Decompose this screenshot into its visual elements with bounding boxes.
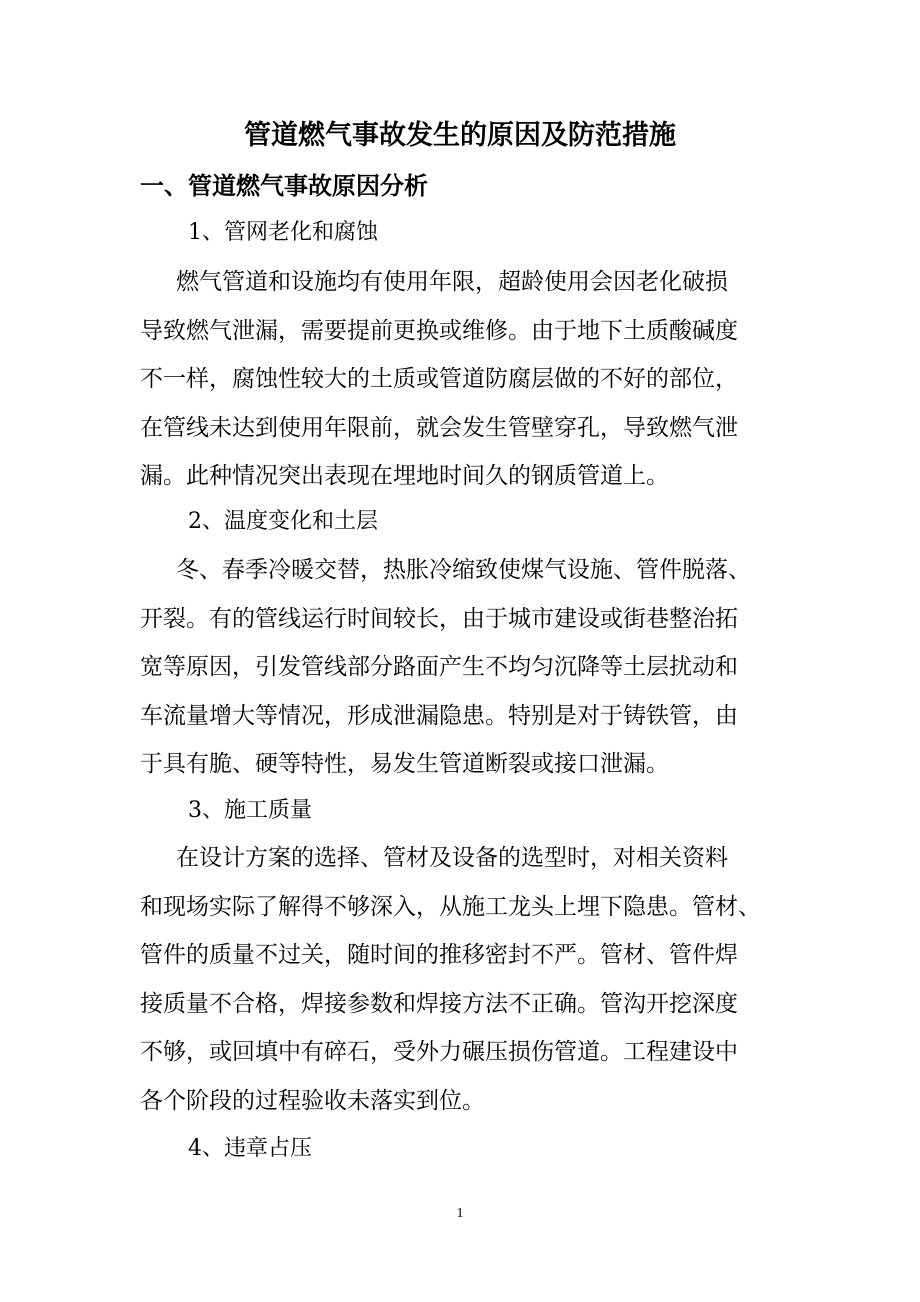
page-number: 1	[456, 1206, 464, 1221]
subsection-heading-1: 1、管网老化和腐蚀	[188, 220, 378, 245]
paragraph-line: 在管线未达到使用年限前，就会发生管壁穿孔，导致燃气泄	[140, 414, 738, 441]
paragraph-line: 开裂。有的管线运行时间较长，由于城市建设或街巷整治拓	[140, 605, 738, 632]
paragraph-line: 不一样，腐蚀性较大的土质或管道防腐层做的不好的部位，	[140, 366, 738, 392]
document-title: 管道燃气事故发生的原因及防范措施	[244, 120, 676, 151]
paragraph-line: 漏。此种情况突出表现在埋地时间久的钢质管道上。	[140, 463, 669, 489]
subsection-heading-4: 4、违章占压	[188, 1136, 312, 1161]
paragraph-line: 燃气管道和设施均有使用年限，超龄使用会因老化破损	[176, 269, 728, 295]
paragraph-line: 在设计方案的选择、管材及设备的选型时，对相关资料	[176, 845, 728, 871]
paragraph-line: 冬、春季冷暖交替，热胀冷缩致使煤气设施、管件脱落、	[176, 557, 751, 583]
subsection-heading-2: 2、温度变化和土层	[188, 509, 378, 534]
paragraph-line: 各个阶段的过程验收未落实到位。	[140, 1087, 485, 1114]
paragraph-line: 管件的质量不过关，随时间的推移密封不严。管材、管件焊	[140, 942, 738, 968]
paragraph-line: 车流量增大等情况，形成泄漏隐患。特别是对于铸铁管，由	[140, 702, 738, 729]
paragraph-line: 接质量不合格，焊接参数和焊接方法不正确。管沟开挖深度	[140, 990, 738, 1017]
paragraph-1	[140, 258, 780, 501]
paragraph-line: 宽等原因，引发管线部分路面产生不均匀沉降等土层扰动和	[140, 654, 738, 680]
paragraph-line: 不够，或回填中有碎石，受外力碾压损伤管道。工程建设中	[140, 1039, 738, 1065]
paragraph-line: 导致燃气泄漏，需要提前更换或维修。由于地下土质酸碱度	[140, 317, 738, 344]
subsection-heading-3: 3、施工质量	[188, 798, 312, 823]
paragraph-3	[140, 834, 780, 1125]
section-heading: 一、管道燃气事故原因分析	[140, 172, 428, 200]
paragraph-line: 和现场实际了解得不够深入，从施工龙头上埋下隐患。管材、	[140, 893, 761, 920]
paragraph-2	[140, 546, 780, 789]
paragraph-line: 于具有脆、硬等特性，易发生管道断裂或接口泄漏。	[140, 751, 669, 777]
